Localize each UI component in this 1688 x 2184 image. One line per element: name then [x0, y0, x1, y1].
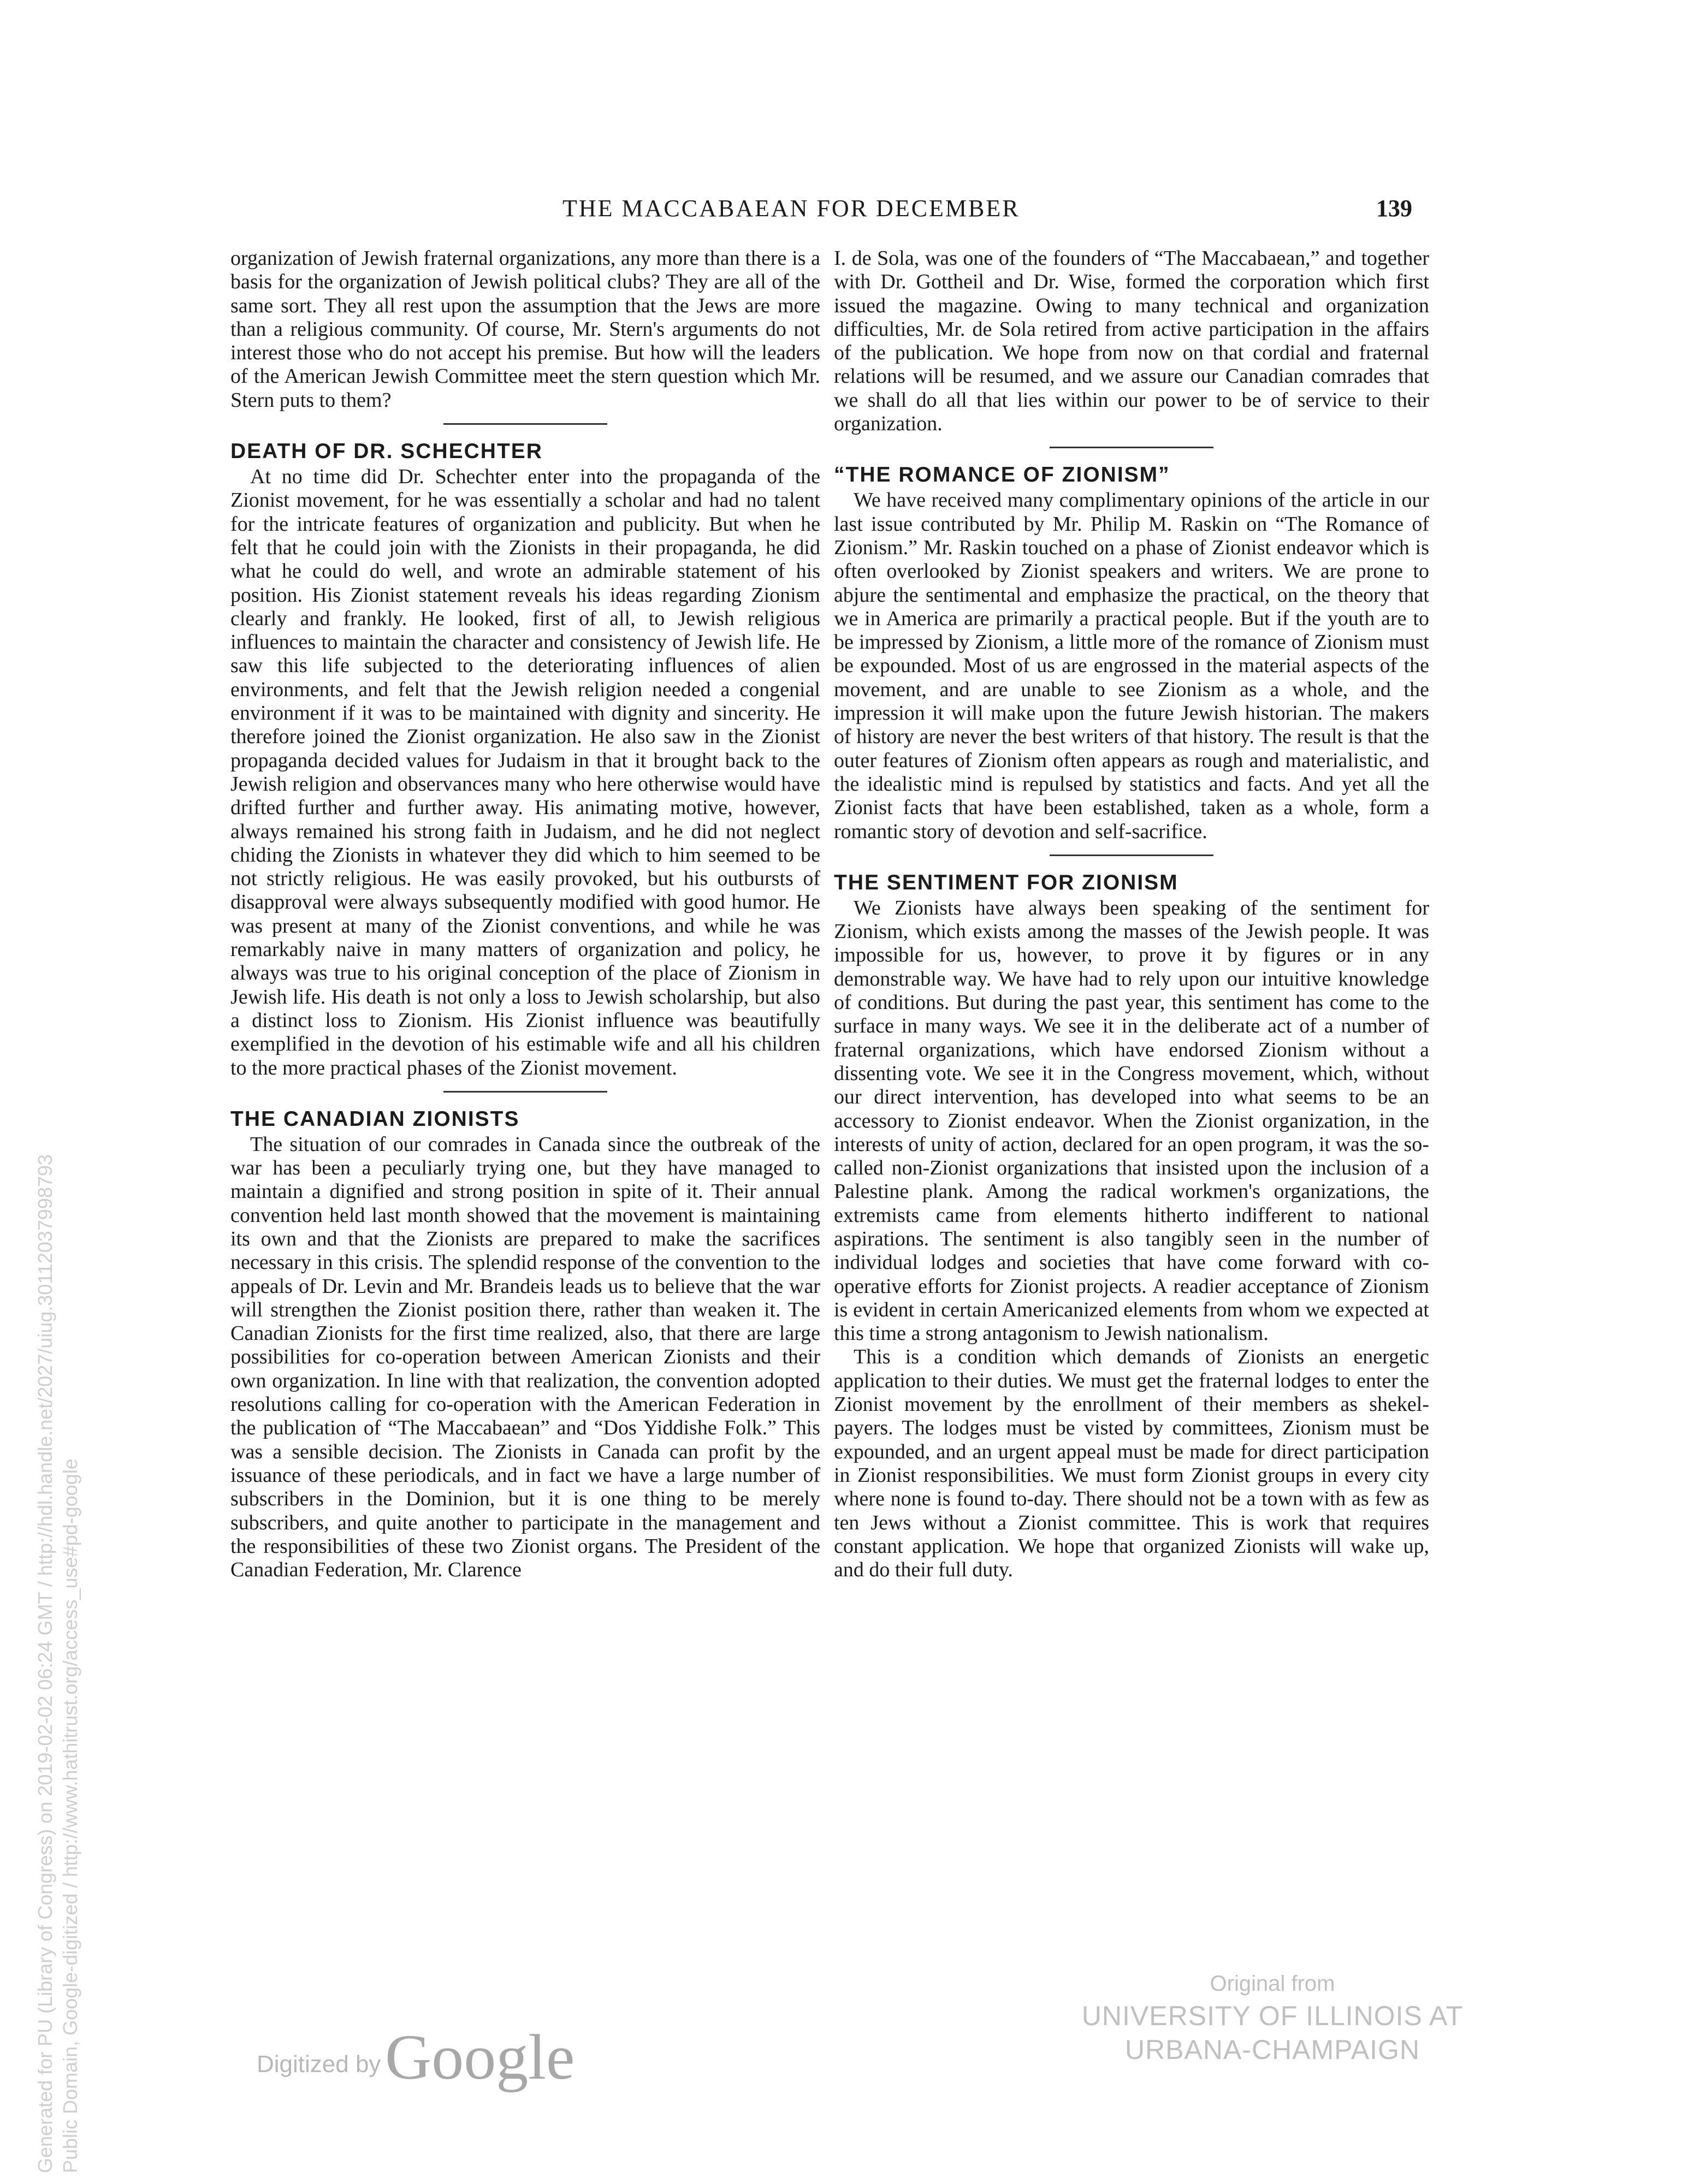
running-head [0, 194, 1688, 227]
original-from-label: Original from [1210, 1972, 1335, 1996]
section-text-sentiment-1: We Zionists have always been speaking of the sentiment for Zionism, which exists among the masses of the Jewish people. It was impossible for us, however, to prove it by figures or in any demonstrable way. We have had to rely upon our intuitive knowledge of conditions. But during the past year, this sentiment has come to the surface in many ways. We see it in the deliberate act of a number of fraternal organizations, which have endorsed Zionism without a dissenting vote. We see it in the Congress movement, which, without our direct intervention, has developed into what seems to be an accessory to Zionist endeavor. When the Zionist organization, in the interests of unity of action, declared for an open program, it was the so-called non-Zionist organizations that insisted upon the inclusion of a Palestine plank. Among the radical workmen's organizations, the extremists came from elements hitherto indifferent to national aspirations. The sentiment is also tangibly seen in the number of individual lodges and societies that have come forward with co-operative efforts for Zionist projects. A readier acceptance of Zionism is evident in certain Americanized elements from whom we expected at this time a strong antagonism to Jewish nationalism. [834, 896, 1429, 1345]
section-text-schechter: At no time did Dr. Schechter enter into the propaganda of the Zionist movement, for he was essentially a scholar and had no talent for the intricate features of organization and publicity. But when he felt that he could join with the Zionists in their propaganda, he did what he could do well, and wrote an admirable statement of his position. His Zionist statement reveals his ideas regarding Zionism clearly and frankly. He looked, first of all, to Jewish religious influences to maintain the character and consistency of Jewish life. He saw this life subjected to the deteriorating influences of alien environments, and felt that the Jewish religion needed a congenial environment if it was to be maintained with dignity and sincerity. He therefore joined the Zionist organization. He also saw in the Zionist propaganda decided values for Judaism in that it brought back to the Jewish religion and observances many who here otherwise would have drifted further and further away. His animating motive, however, always remained his strong faith in Judaism, and he did not neglect chiding the Zionists in whatever they did which to him seemed to be not strictly religious. He was easily provoked, but his outbursts of disapproval were always subsequently modified with good humor. He was present at many of the Zionist conventions, and while he was remarkably naive in many matters of organization and policy, he always was true to his original conception of the place of Zionism in Jewish life. His death is not only a loss to Jewish scholarship, but also a distinct loss to Zionism. His Zionist influence was beautifully exemplified in the devotion of his estimable wife and all his children to the more practical phases of the Zionist movement. [230, 465, 820, 1079]
right-column [834, 247, 1429, 1983]
section-divider [443, 423, 607, 425]
generation-stamp [33, 1154, 83, 2173]
left-column [230, 247, 820, 1983]
digitized-by-label: Digitized by [257, 2051, 381, 2078]
institution-name-line2: URBANA-CHAMPAIGN [1124, 2034, 1420, 2065]
section-divider [443, 1091, 607, 1093]
section-divider [1050, 447, 1213, 448]
section-heading-sentiment: THE SENTIMENT FOR ZIONISM [834, 870, 1178, 894]
section-heading-schechter: DEATH OF DR. SCHECHTER [230, 440, 543, 464]
page-number: 139 [1376, 195, 1412, 222]
license-stamp-line: Public Domain, Google-digitized / http://www.hathitrust.org/access_use#pd-google [59, 1458, 81, 2173]
intro-paragraph: organization of Jewish fraternal organizations, any more than there is a basis for the organization of Jewish political clubs? They are all of the same sort. They all rest upon the assumption that the Jews are more than a religious community. Of course, Mr. Stern's arguments do not interest those who do not accept his premise. But how will the leaders of the American Jewish Committee meet the stern question which Mr. Stern puts to them? [230, 247, 820, 412]
section-heading-romance: “THE ROMANCE OF ZIONISM” [834, 463, 1170, 487]
section-text-canadian: The situation of our comrades in Canada since the outbreak of the war has been a peculiarly trying one, but they have managed to maintain a dignified and strong position in spite of it. Their annual convention held last month showed that the movement is maintaining its own and that the Zionists are prepared to make the sacrifices necessary in this crisis. The splendid response of the convention to the appeals of Dr. Levin and Mr. Brandeis leads us to believe that the war will strengthen the Zionist position there, rather than weaken it. The Canadian Zionists for the first time realized, also, that there are large possibilities for co-operation between American Zionists and their own organization. In line with that realization, the convention adopted resolutions calling for co-operation with the American Federation in the publication of “The Maccabaean” and “Dos Yiddishe Folk.” This was a sensible decision. The Zionists in Canada can profit by the issuance of these periodicals, and in fact we have a large number of subscribers in the Dominion, but it is one thing to be merely subscribers, and quite another to participate in the management and the responsibilities of these two Zionist organs. The President of the Canadian Federation, Mr. Clarence [230, 1132, 820, 1582]
section-text-sentiment-2: This is a condition which demands of Zionists an energetic application to their duties. We must get the fraternal lodges to enter the Zionist movement by the enrollment of their members as shekel-payers. The lodges must be visted by committees, Zionism must be expounded, and an urgent appeal must be made for direct participation in Zionist responsibilities. We must form Zionist groups in every city where none is found to-day. There should not be a town with as few as ten Jews without a Zionist committee. This is work that requires constant application. We hope that organized Zionists will wake up, and do their full duty. [834, 1345, 1429, 1582]
digitized-by-watermark [257, 2020, 595, 2091]
section-text-romance: We have received many complimentary opinions of the article in our last issue contributed by Mr. Philip M. Raskin on “The Romance of Zionism.” Mr. Raskin touched on a phase of Zionist endeavor which is often overlooked by Zionist speakers and writers. We are prone to abjure the sentimental and emphasize the practical, on the theory that we in America are primarily a practical people. But if the youth are to be impressed by Zionism, a little more of the romance of Zionism must be expounded. Most of us are engrossed in the material aspects of the movement, and are unable to see Zionism as a whole, and the impression it will make upon the future Jewish historian. The makers of history are never the best writers of that history. The result is that the outer features of Zionism often appears as rough and materialistic, and the idealistic mind is repulsed by statistics and facts. And yet all the Zionist facts that have been established, taken as a whole, form a romantic story of devotion and self-sacrifice. [834, 489, 1429, 843]
section-heading-canadian: THE CANADIAN ZIONISTS [230, 1107, 520, 1131]
generation-stamp-line: Generated for PU (Library of Congress) on 2019-02-02 06:24 GMT / http://hdl.handle.net/2027/uiug.30112037998793 [34, 1154, 56, 2173]
section-divider [1050, 854, 1213, 856]
journal-title: THE MACCABAEAN FOR DECEMBER [562, 195, 1020, 222]
google-logo: Google [385, 2021, 575, 2093]
institution-name-line1: UNIVERSITY OF ILLINOIS AT [1081, 2001, 1464, 2031]
original-source-watermark [1038, 1968, 1507, 2067]
intro-paragraph: I. de Sola, was one of the founders of “The Maccabaean,” and together with Dr. Gottheil and Dr. Wise, formed the corporation which first issued the magazine. Owing to many technical and organization difficulties, Mr. de Sola retired from active participation in the affairs of the publication. We hope from now on that cordial and fraternal relations will be resumed, and we assure our Canadian comrades that we shall do all that lies within our power to be of service to their organization. [834, 247, 1429, 436]
